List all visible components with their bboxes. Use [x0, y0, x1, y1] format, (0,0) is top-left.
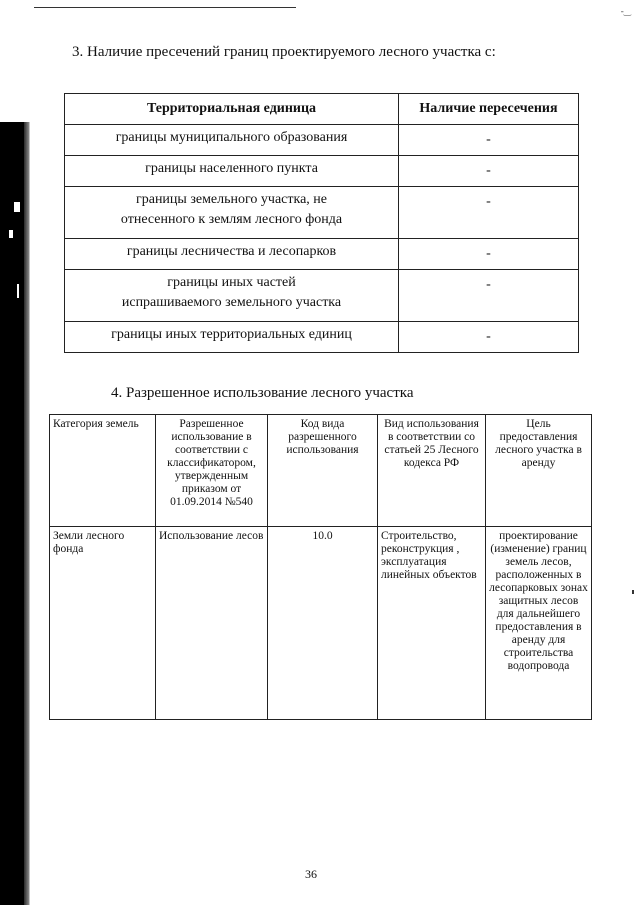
intersection-cell: -	[399, 187, 579, 239]
table-row	[65, 125, 579, 156]
intersection-cell: -	[399, 322, 579, 353]
column-header-use-type: Вид использования в соответствии со статьей 25 Лесного кодекса РФ	[378, 415, 486, 527]
column-header-permitted-use: Разрешенное использование в соответствии с классификатором, утвержденным приказом от 01.09.2014 №540	[156, 415, 268, 527]
unit-cell: границы населенного пункта	[65, 156, 399, 187]
corner-scan-mark: -‿	[620, 6, 631, 16]
section-3-title: 3. Наличие пресечений границ проектируемого лесного участка с:	[72, 44, 496, 60]
lease-purpose-cell: проектирование (изменение) границ земель лесов, расположенных в лесопарковых зонах защитных лесов для дальнейшего предоставления в аренду для строительства водопровода	[486, 527, 592, 720]
table-row	[65, 239, 579, 270]
column-header-use-code: Код вида разрешенного использования	[268, 415, 378, 527]
section-4-title: 4. Разрешенное использование лесного участка	[111, 385, 414, 401]
table-row	[65, 322, 579, 353]
unit-cell: границы иных территориальных единиц	[65, 322, 399, 353]
unit-cell: границы муниципального образования	[65, 125, 399, 156]
permitted-use-table	[49, 414, 592, 720]
scan-notch	[17, 284, 19, 298]
page-number: 36	[305, 867, 317, 881]
intersection-cell: -	[399, 156, 579, 187]
column-header-unit: Территориальная единица	[65, 94, 399, 125]
column-header-intersection: Наличие пересечения	[399, 94, 579, 125]
intersection-cell: -	[399, 270, 579, 322]
table-header-row	[50, 415, 592, 527]
intersection-cell: -	[399, 239, 579, 270]
table-header-row	[65, 94, 579, 125]
table-row	[50, 527, 592, 720]
intersection-cell: -	[399, 125, 579, 156]
unit-cell: границы лесничества и лесопарков	[65, 239, 399, 270]
use-code-cell: 10.0	[268, 527, 378, 720]
intersections-table	[64, 93, 579, 353]
column-header-lease-purpose: Цель предоставления лесного участка в аренду	[486, 415, 592, 527]
use-type-cell: Строительство, реконструкция , эксплуатация линейных объектов	[378, 527, 486, 720]
top-rule	[34, 7, 296, 8]
scan-notch	[14, 202, 20, 212]
table-row	[65, 156, 579, 187]
scan-edge-shadow	[0, 122, 30, 905]
table-row	[65, 187, 579, 239]
column-header-land-category: Категория земель	[50, 415, 156, 527]
land-category-cell: Земли лесного фонда	[50, 527, 156, 720]
unit-cell: границы земельного участка, не отнесенного к землям лесного фонда	[65, 187, 399, 239]
unit-cell: границы иных частей испрашиваемого земельного участка	[65, 270, 399, 322]
permitted-use-cell: Использование лесов	[156, 527, 268, 720]
table-row	[65, 270, 579, 322]
scan-speck	[632, 590, 634, 594]
scan-notch	[9, 230, 13, 238]
